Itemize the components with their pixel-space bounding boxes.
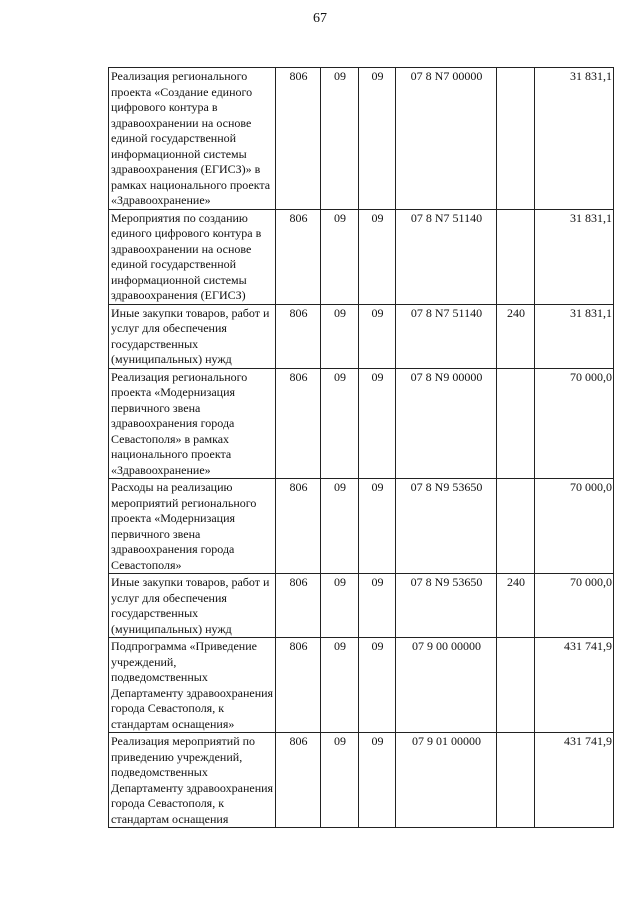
ministry-code-cell: 806 [276,368,321,479]
section-code-cell: 09 [321,479,359,574]
amount-cell: 70 000,0 [535,368,614,479]
amount-cell: 431 741,9 [535,638,614,733]
row-name-cell: Иные закупки товаров, работ и услуг для обеспечения государственных (муниципальных) нужд [109,574,276,638]
amount-cell: 70 000,0 [535,479,614,574]
ministry-code-cell: 806 [276,733,321,828]
budget-table-body [109,68,614,828]
row-name-cell: Подпрограмма «Приведение учреждений, подведомственных Департаменту здравоохранения города Севастополя, к стандартам оснащения» [109,638,276,733]
ministry-code-cell: 806 [276,479,321,574]
expense-type-cell [497,209,535,304]
target-article-cell: 07 9 00 00000 [396,638,497,733]
ministry-code-cell: 806 [276,638,321,733]
target-article-cell: 07 8 N9 00000 [396,368,497,479]
section-code-cell: 09 [321,733,359,828]
subsection-code-cell: 09 [359,733,396,828]
row-name-cell: Реализация регионального проекта «Создание единого цифрового контура в здравоохранении на основе единой государственной информационной системы здравоохранения (ЕГИСЗ)» в рамках национального проекта «Здравоохранение» [109,68,276,210]
section-code-cell: 09 [321,574,359,638]
table-row [109,368,614,479]
target-article-cell: 07 8 N7 51140 [396,209,497,304]
section-code-cell: 09 [321,68,359,210]
table-row [109,479,614,574]
ministry-code-cell: 806 [276,574,321,638]
ministry-code-cell: 806 [276,68,321,210]
table-row [109,638,614,733]
expense-type-cell [497,733,535,828]
target-article-cell: 07 8 N7 00000 [396,68,497,210]
subsection-code-cell: 09 [359,638,396,733]
subsection-code-cell: 09 [359,304,396,368]
row-name-cell: Реализация регионального проекта «Модернизация первичного звена здравоохранения города Севастополя» в рамках национального проекта «Здравоохранение» [109,368,276,479]
section-code-cell: 09 [321,638,359,733]
target-article-cell: 07 8 N9 53650 [396,479,497,574]
row-name-cell: Иные закупки товаров, работ и услуг для обеспечения государственных (муниципальных) нужд [109,304,276,368]
ministry-code-cell: 806 [276,209,321,304]
section-code-cell: 09 [321,368,359,479]
section-code-cell: 09 [321,209,359,304]
page-number: 67 [313,11,327,26]
target-article-cell: 07 8 N9 53650 [396,574,497,638]
amount-cell: 431 741,9 [535,733,614,828]
table-row [109,304,614,368]
amount-cell: 70 000,0 [535,574,614,638]
subsection-code-cell: 09 [359,479,396,574]
table-row [109,209,614,304]
expense-type-cell [497,638,535,733]
subsection-code-cell: 09 [359,574,396,638]
expense-type-cell: 240 [497,304,535,368]
subsection-code-cell: 09 [359,68,396,210]
table-row [109,574,614,638]
amount-cell: 31 831,1 [535,304,614,368]
table-row [109,68,614,210]
amount-cell: 31 831,1 [535,68,614,210]
ministry-code-cell: 806 [276,304,321,368]
amount-cell: 31 831,1 [535,209,614,304]
row-name-cell: Мероприятия по созданию единого цифрового контура в здравоохранении на основе единой государственной информационной системы здравоохранения (ЕГИСЗ) [109,209,276,304]
subsection-code-cell: 09 [359,368,396,479]
expense-type-cell [497,68,535,210]
budget-table [108,67,614,828]
subsection-code-cell: 09 [359,209,396,304]
row-name-cell: Реализация мероприятий по приведению учреждений, подведомственных Департаменту здравоохранения города Севастополя, к стандартам оснащения [109,733,276,828]
section-code-cell: 09 [321,304,359,368]
expense-type-cell: 240 [497,574,535,638]
expense-type-cell [497,479,535,574]
expense-type-cell [497,368,535,479]
target-article-cell: 07 9 01 00000 [396,733,497,828]
table-row [109,733,614,828]
row-name-cell: Расходы на реализацию мероприятий регионального проекта «Модернизация первичного звена здравоохранения города Севастополя» [109,479,276,574]
target-article-cell: 07 8 N7 51140 [396,304,497,368]
